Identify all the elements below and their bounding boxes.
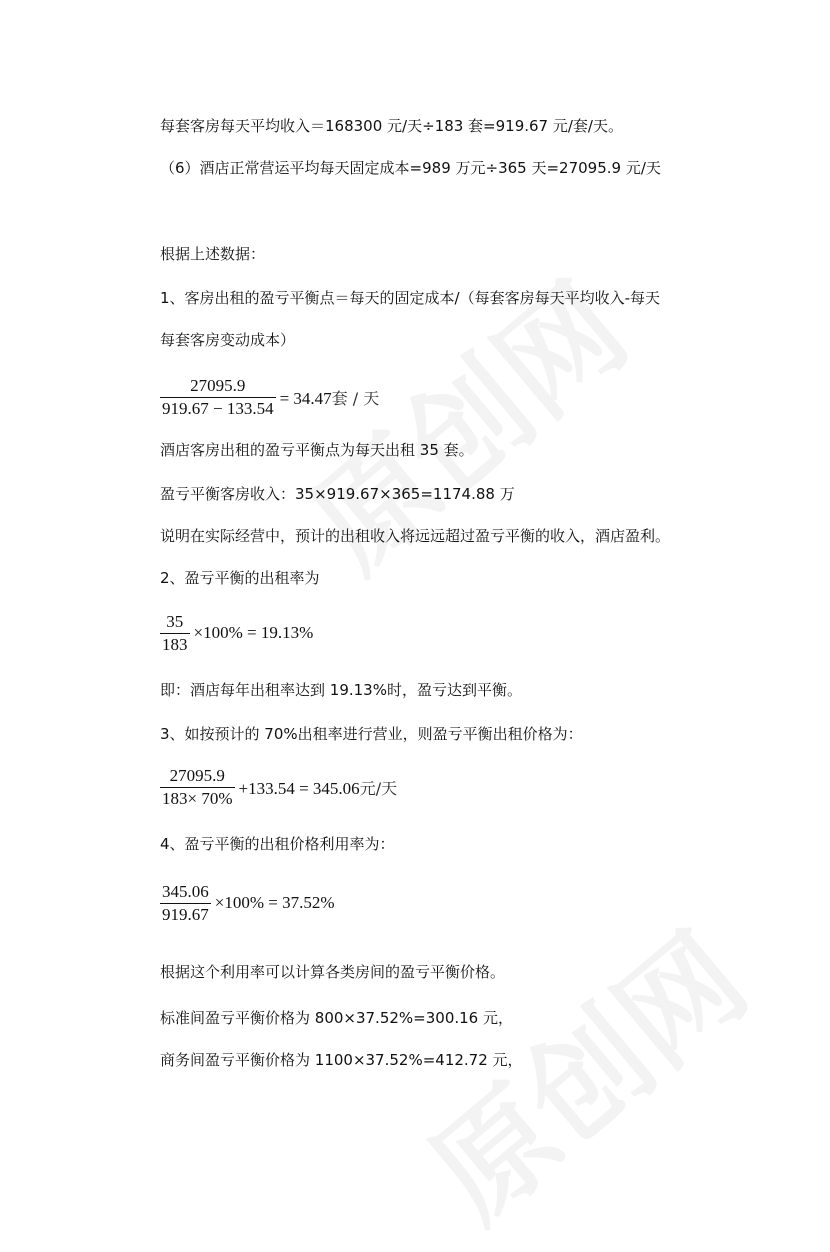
text-line-fixed-cost: （6）酒店正常营运平均每天固定成本=989 万元÷365 天=27095.9 元/天 [160,159,661,177]
fraction [160,376,276,419]
text-line-item1-heading-cont: 每套客房变动成本） [160,331,296,349]
text-line-calc-note: 根据这个利用率可以计算各类房间的盈亏平衡价格。 [160,963,506,981]
text-line-breakeven-revenue: 盈亏平衡客房收入：35×919.67×365=1174.88 万 [160,485,515,503]
numerator: 35 [166,611,184,631]
text-line-item1-heading: 1、客房出租的盈亏平衡点＝每天的固定成本/（每套客房每天平均收入-每天 [160,289,661,307]
result-value: = 34.47 [279,388,332,408]
fraction [160,882,211,925]
text-line-based-on-data: 根据上述数据： [160,245,266,263]
denominator: 183× 70% [162,788,233,808]
formula-result [280,386,380,409]
text-line-profit-note: 说明在实际经营中，预计的出租收入将远远超过盈亏平衡的收入，酒店盈利。 [160,527,671,545]
fraction [160,612,190,655]
denominator: 919.67 − 133.54 [162,398,274,418]
watermark [390,889,776,1252]
text-line-standard-room-price: 标准间盈亏平衡价格为 800×37.52%=300.16 元， [160,1009,513,1027]
formula-price-utilization [160,878,335,928]
text-line-business-room-price: 商务间盈亏平衡价格为 1100×37.52%=412.72 元， [160,1051,523,1069]
denominator: 183 [162,634,188,654]
formula-breakeven-price [160,762,397,812]
result-value: +133.54 = 345.06 [238,778,360,798]
formula-result [239,776,398,799]
text-line-item2-heading: 2、盈亏平衡的出租率为 [160,569,320,587]
numerator: 27095.9 [190,375,246,395]
text-line-breakeven-rooms: 酒店客房出租的盈亏平衡点为每天出租 35 套。 [160,441,474,459]
text-line-avg-room-income: 每套客房每天平均收入＝168300 元/天÷183 套=919.67 元/套/天。 [160,117,623,135]
fraction [160,766,235,809]
numerator: 27095.9 [169,765,225,785]
formula-result: ×100% = 19.13% [193,623,314,642]
formula-result: ×100% = 37.52% [214,893,335,912]
text-line-occupancy-result: 即：酒店每年出租率达到 19.13%时，盈亏达到平衡。 [160,681,522,699]
text-line-item3-heading: 3、如按预计的 70%出租率进行营业，则盈亏平衡出租价格为： [160,725,583,743]
formula-occupancy-rate [160,608,313,658]
formula-breakeven-rooms [160,372,379,422]
denominator: 919.67 [162,904,209,924]
result-unit: 元/天 [359,778,398,798]
result-unit: 套 / 天 [331,388,380,408]
text-line-item4-heading: 4、盈亏平衡的出租价格利用率为： [160,835,395,853]
numerator: 345.06 [162,881,209,901]
